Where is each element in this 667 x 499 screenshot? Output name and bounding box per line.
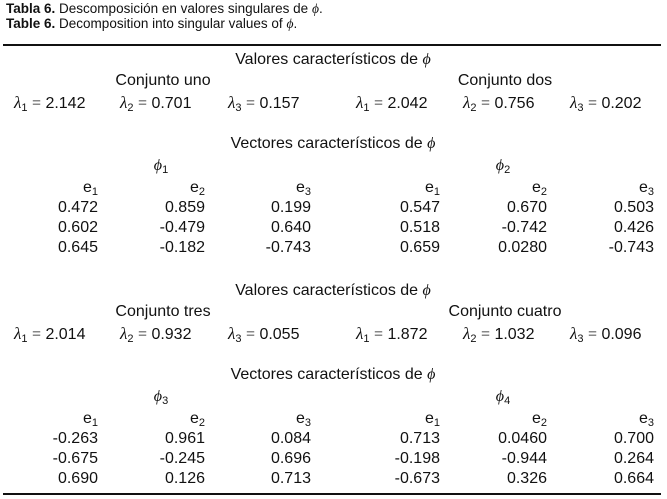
vector-header-index: 1 — [91, 417, 98, 429]
set-name-text: Conjunto cuatro — [448, 303, 562, 320]
equals-sign: = — [245, 326, 255, 343]
equals-sign: = — [587, 95, 597, 112]
phi-label — [496, 156, 510, 176]
eigenvalue-number: 2.142 — [45, 95, 86, 112]
eigenvalue — [228, 324, 299, 345]
lambda-index: 2 — [127, 102, 134, 114]
equals-sign: = — [31, 95, 41, 112]
lambda-index: 2 — [470, 333, 477, 345]
vectors-title-text: Vectores característicos de — [230, 366, 423, 383]
cell-value: 0.670 — [506, 199, 547, 216]
set-name-text: Conjunto tres — [115, 303, 211, 320]
table-cell — [165, 429, 205, 449]
lambda-index: 3 — [235, 333, 242, 345]
cell-value: -0.198 — [394, 450, 440, 467]
table-cell — [58, 238, 98, 258]
cell-value: 0.264 — [613, 450, 654, 467]
equals-sign: = — [245, 95, 255, 112]
vector-header — [425, 409, 440, 429]
phi-symbol: ϕ — [422, 282, 431, 299]
eigenvalue-number: 0.932 — [151, 326, 192, 343]
table-cell — [271, 469, 311, 489]
table-cell — [507, 469, 547, 489]
table-cell — [160, 218, 205, 238]
cell-value: -0.245 — [159, 450, 205, 467]
set-name — [458, 71, 552, 91]
vector-header — [639, 178, 654, 198]
phi-label-index: 1 — [162, 164, 169, 176]
table-bottom-rule — [3, 493, 661, 495]
lambda-symbol: λ — [570, 93, 578, 112]
vector-header-name: e — [82, 179, 92, 196]
table-cell — [502, 218, 547, 238]
table-cell — [266, 238, 311, 258]
table-cell — [614, 218, 654, 238]
vector-header-name: e — [189, 410, 199, 427]
vector-header-index: 1 — [91, 186, 98, 198]
table-cell — [53, 449, 98, 469]
cell-value: 0.664 — [613, 470, 654, 487]
cell-value: 0.713 — [399, 430, 440, 447]
eigenvalue-number: 2.014 — [45, 326, 86, 343]
caption-es-text: Descomposición en valores singulares de — [59, 1, 309, 16]
eigenvalue — [14, 93, 85, 114]
table-cell — [507, 198, 547, 218]
phi-label-symbol: ϕ — [495, 388, 505, 405]
eigenvalue — [120, 93, 191, 114]
table-cell — [53, 429, 98, 449]
equals-sign: = — [137, 95, 147, 112]
eigenvalue — [570, 324, 641, 345]
lambda-symbol: λ — [356, 93, 364, 112]
caption-spanish — [6, 1, 323, 17]
phi-symbol: ϕ — [427, 366, 436, 383]
lambda-symbol: λ — [463, 93, 471, 112]
equals-sign: = — [373, 326, 383, 343]
vector-header — [532, 409, 547, 429]
table-cell — [58, 198, 98, 218]
eigenvalue — [228, 93, 299, 114]
set-name — [115, 71, 210, 91]
cell-value: -0.743 — [608, 239, 654, 256]
table-cell — [165, 198, 205, 218]
vector-header — [639, 409, 654, 429]
lambda-index: 2 — [127, 333, 134, 345]
table-cell — [614, 198, 654, 218]
vector-header-name: e — [531, 179, 541, 196]
vector-header-index: 3 — [304, 186, 311, 198]
table-cell — [58, 218, 98, 238]
phi-label-symbol: ϕ — [495, 157, 505, 174]
vector-header-name: e — [424, 179, 434, 196]
vector-header-index: 3 — [647, 186, 654, 198]
cell-value: 0.645 — [57, 239, 98, 256]
vector-header-name: e — [638, 410, 648, 427]
lambda-index: 3 — [235, 102, 242, 114]
lambda-index: 1 — [363, 333, 370, 345]
lambda-symbol: λ — [570, 324, 578, 343]
phi-symbol: ϕ — [427, 135, 436, 152]
set-name-text: Conjunto uno — [115, 72, 211, 89]
cell-value: -0.263 — [52, 430, 98, 447]
vector-header-index: 1 — [433, 186, 440, 198]
cell-value: 0.859 — [164, 199, 205, 216]
vector-header-name: e — [638, 179, 648, 196]
vector-header-name: e — [295, 410, 305, 427]
cell-value: -0.673 — [394, 470, 440, 487]
vector-header-name: e — [82, 410, 92, 427]
cell-value: 0.659 — [399, 239, 440, 256]
cell-value: 0.700 — [613, 430, 654, 447]
table-cell — [271, 429, 311, 449]
cell-value: -0.675 — [52, 450, 98, 467]
lambda-index: 1 — [21, 102, 28, 114]
equals-sign: = — [373, 95, 383, 112]
cell-value: 0.503 — [613, 199, 654, 216]
equals-sign: = — [480, 95, 490, 112]
vector-header — [296, 178, 311, 198]
caption-en-text: Decomposition into singular values of — [59, 16, 283, 31]
cell-value: 0.0280 — [498, 239, 547, 256]
cell-value: 0.640 — [270, 219, 311, 236]
lambda-symbol: λ — [14, 324, 22, 343]
eigenvalue — [14, 324, 85, 345]
table-cell — [165, 469, 205, 489]
eigenvalue — [570, 93, 641, 114]
cell-value: -0.182 — [159, 239, 205, 256]
lambda-symbol: λ — [463, 324, 471, 343]
vector-header-index: 2 — [198, 417, 205, 429]
values-title — [235, 281, 431, 301]
table-cell — [271, 198, 311, 218]
cell-value: 0.602 — [57, 219, 98, 236]
vector-header-index: 3 — [304, 417, 311, 429]
lambda-symbol: λ — [120, 93, 128, 112]
vector-header-name: e — [531, 410, 541, 427]
eigenvalue-number: 0.701 — [151, 95, 192, 112]
vector-header-index: 2 — [540, 186, 547, 198]
vector-header-index: 2 — [198, 186, 205, 198]
set-name — [115, 302, 210, 322]
vector-header — [532, 178, 547, 198]
cell-value: 0.961 — [164, 430, 205, 447]
vectors-title-text: Vectores característicos de — [230, 135, 423, 152]
set-name-text: Conjunto dos — [457, 72, 553, 89]
cell-value: -0.743 — [265, 239, 311, 256]
lambda-index: 3 — [577, 333, 584, 345]
cell-value: 0.547 — [399, 199, 440, 216]
vector-header-name: e — [424, 410, 434, 427]
lambda-index: 2 — [470, 102, 477, 114]
caption-es-label: Tabla 6. — [6, 1, 56, 16]
eigenvalue-number: 1.872 — [387, 326, 428, 343]
cell-value: 0.199 — [270, 199, 311, 216]
values-title-text: Valores característicos de — [235, 51, 419, 68]
vector-header-index: 3 — [647, 417, 654, 429]
table-cell — [271, 218, 311, 238]
eigenvalue — [356, 324, 427, 345]
phi-label-symbol: ϕ — [153, 388, 163, 405]
caption-es-period: . — [318, 1, 323, 16]
cell-value: 0.084 — [270, 430, 311, 447]
vector-header-index: 2 — [540, 417, 547, 429]
equals-sign: = — [480, 326, 490, 343]
caption-en-phi: ϕ — [286, 16, 294, 31]
equals-sign: = — [587, 326, 597, 343]
cell-value: 0.690 — [57, 470, 98, 487]
cell-value: -0.742 — [501, 219, 547, 236]
caption-en-label: Table 6. — [6, 16, 56, 31]
phi-label-symbol: ϕ — [153, 157, 163, 174]
cell-value: -0.944 — [501, 450, 547, 467]
lambda-symbol: λ — [228, 93, 236, 112]
cell-value: 0.696 — [270, 450, 311, 467]
vector-header — [296, 409, 311, 429]
table-cell — [160, 238, 205, 258]
vector-header-name: e — [189, 179, 199, 196]
table-cell — [400, 238, 440, 258]
eigenvalue — [356, 93, 427, 114]
eigenvalue-number: 0.202 — [601, 95, 642, 112]
vector-header — [190, 178, 205, 198]
vector-header — [83, 178, 98, 198]
table-cell — [271, 449, 311, 469]
vector-header — [425, 178, 440, 198]
vector-header — [190, 409, 205, 429]
lambda-symbol: λ — [356, 324, 364, 343]
cell-value: 0.713 — [270, 470, 311, 487]
vector-header — [83, 409, 98, 429]
phi-label — [496, 387, 510, 407]
equals-sign: = — [137, 326, 147, 343]
eigenvalue-number: 1.032 — [494, 326, 535, 343]
phi-label-index: 2 — [504, 164, 511, 176]
lambda-symbol: λ — [120, 324, 128, 343]
eigenvalue-number: 0.157 — [259, 95, 300, 112]
cell-value: 0.0460 — [498, 430, 547, 447]
phi-label-index: 3 — [162, 395, 169, 407]
table-cell — [58, 469, 98, 489]
lambda-index: 1 — [363, 102, 370, 114]
table-cell — [502, 449, 547, 469]
cell-value: 0.326 — [506, 470, 547, 487]
table-cell — [395, 469, 440, 489]
cell-value: -0.479 — [159, 219, 205, 236]
eigenvalue-number: 0.756 — [494, 95, 535, 112]
table-cell — [609, 238, 654, 258]
eigenvalue — [120, 324, 191, 345]
lambda-symbol: λ — [14, 93, 22, 112]
lambda-index: 1 — [21, 333, 28, 345]
phi-label-index: 4 — [504, 395, 511, 407]
table-cell — [160, 449, 205, 469]
vector-header-name: e — [295, 179, 305, 196]
table-cell — [614, 449, 654, 469]
caption-es-phi: ϕ — [311, 1, 319, 16]
caption-english — [6, 16, 297, 32]
lambda-symbol: λ — [228, 324, 236, 343]
eigenvalue — [463, 324, 534, 345]
cell-value: 0.126 — [164, 470, 205, 487]
caption-en-period: . — [293, 16, 298, 31]
eigenvalue-number: 0.096 — [601, 326, 642, 343]
cell-value: 0.518 — [399, 219, 440, 236]
eigenvalue — [463, 93, 534, 114]
table-cell — [400, 429, 440, 449]
vectors-title — [231, 365, 436, 385]
lambda-index: 3 — [577, 102, 584, 114]
values-title-text: Valores característicos de — [235, 282, 419, 299]
vectors-title — [231, 134, 436, 154]
eigenvalue-number: 0.055 — [259, 326, 300, 343]
table-cell — [614, 469, 654, 489]
table-top-rule — [3, 44, 661, 46]
cell-value: 0.426 — [613, 219, 654, 236]
vector-header-index: 1 — [433, 417, 440, 429]
phi-label — [154, 387, 168, 407]
phi-label — [154, 156, 168, 176]
cell-value: 0.472 — [57, 199, 98, 216]
eigenvalue-number: 2.042 — [387, 95, 428, 112]
table-cell — [400, 198, 440, 218]
table-cell — [498, 238, 547, 258]
phi-symbol: ϕ — [422, 51, 431, 68]
table-cell — [498, 429, 547, 449]
table-cell — [400, 218, 440, 238]
table-cell — [614, 429, 654, 449]
equals-sign: = — [31, 326, 41, 343]
table-cell — [395, 449, 440, 469]
values-title — [235, 50, 431, 70]
set-name — [449, 302, 562, 322]
